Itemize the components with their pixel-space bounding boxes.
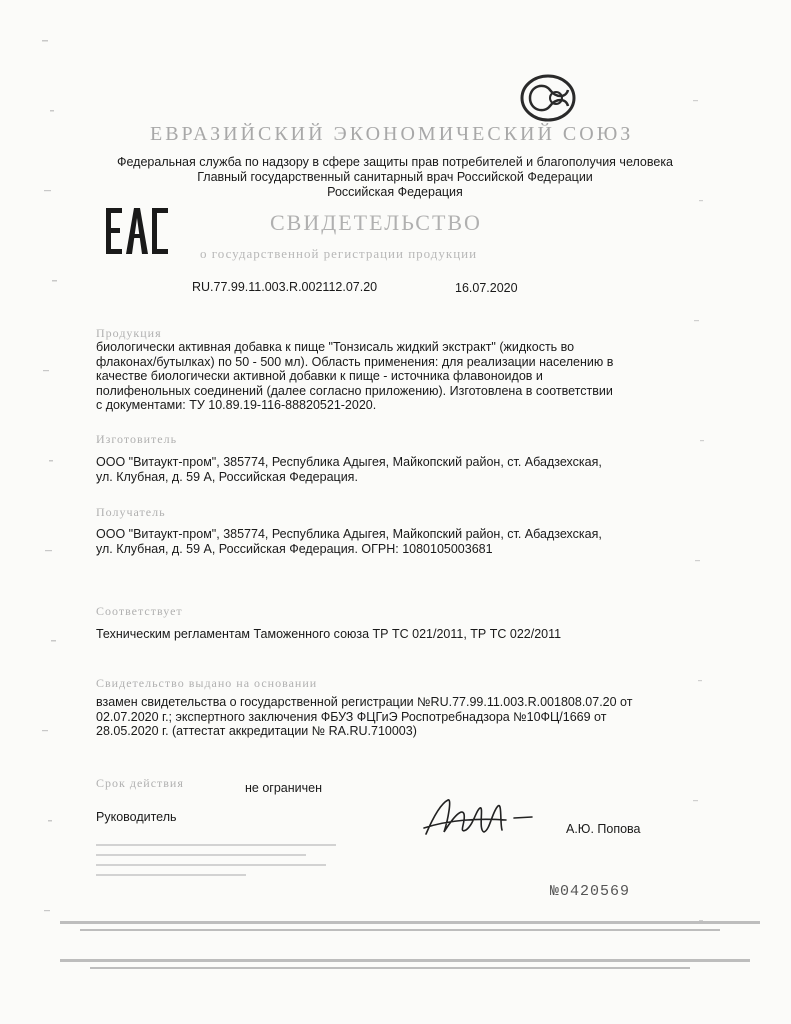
scan-noise-left xyxy=(40,30,70,930)
faded-small-print xyxy=(96,840,366,900)
recipient-text: ООО "Витаукт-пром", 385774, Республика Адыгея, Майкопский район, ст. Абадзехская, ул. Клубная, д. 59 А, Российская Федерация. ОГРН: 1080105003681 xyxy=(96,527,602,556)
registration-number: RU.77.99.11.003.R.002112.07.20 xyxy=(192,280,378,294)
conformity-label: Соответствует xyxy=(96,604,183,618)
rospotrebnadzor-logo-icon xyxy=(508,72,578,124)
products-text: биологически активная добавка к пище "Тонзисаль жидкий экстракт" (жидкость во флаконах/бутылках) по 50 - 500 мл). Область применения: для реализации населению в качестве биологически активной добавки к пище - источника флавоноидов и полифенольных соединений (далее согласно приложению). Изготовлена в соответствии с документами: ТУ 10.89.19-116-88820521-2020. xyxy=(96,340,614,412)
basis-text: взамен свидетельства о государственной регистрации №RU.77.99.11.003.R.001808.07.20 от 02.07.2020 г.; экспертного заключения ФБУЗ ФЦГиЭ Роспотребнадзора №10ФЦ/1669 от 28.05.2020 г. (аттестат аккредитации № RA.RU.710003) xyxy=(96,695,633,738)
country-line: Российская Федерация xyxy=(327,185,463,199)
scan-bleed-strip xyxy=(60,915,760,985)
serial-number: №0420569 xyxy=(550,883,631,900)
union-title: ЕВРАЗИЙСКИЙ ЭКОНОМИЧЕСКИЙ СОЮЗ xyxy=(150,123,634,145)
certificate-subtitle: о государственной регистрации продукции xyxy=(200,246,478,261)
conformity-text: Техническим регламентам Таможенного союза ТР ТС 021/2011, ТР ТС 022/2011 xyxy=(96,627,562,641)
certificate-title: СВИДЕТЕЛЬСТВО xyxy=(270,210,482,235)
registration-date: 16.07.2020 xyxy=(455,281,518,295)
handwritten-signature-icon xyxy=(418,790,538,850)
official-line: Главный государственный санитарный врач Российской Федерации xyxy=(197,170,593,184)
manufacturer-label: Изготовитель xyxy=(96,432,178,446)
signatory-role: Руководитель xyxy=(96,810,177,824)
recipient-label: Получатель xyxy=(96,505,166,519)
signatory-name: А.Ю. Попова xyxy=(566,822,641,836)
manufacturer-text: ООО "Витаукт-пром", 385774, Республика Адыгея, Майкопский район, ст. Абадзехская, ул. Клубная, д. 59 А, Российская Федерация. xyxy=(96,455,602,484)
validity-label: Срок действия xyxy=(96,776,184,790)
eac-mark-icon xyxy=(104,206,170,256)
validity-value: не ограничен xyxy=(245,781,322,795)
products-label: Продукция xyxy=(96,326,162,340)
agency-line: Федеральная служба по надзору в сфере защиты прав потребителей и благополучия человека xyxy=(116,155,674,169)
basis-label: Свидетельство выдано на основании xyxy=(96,676,318,690)
